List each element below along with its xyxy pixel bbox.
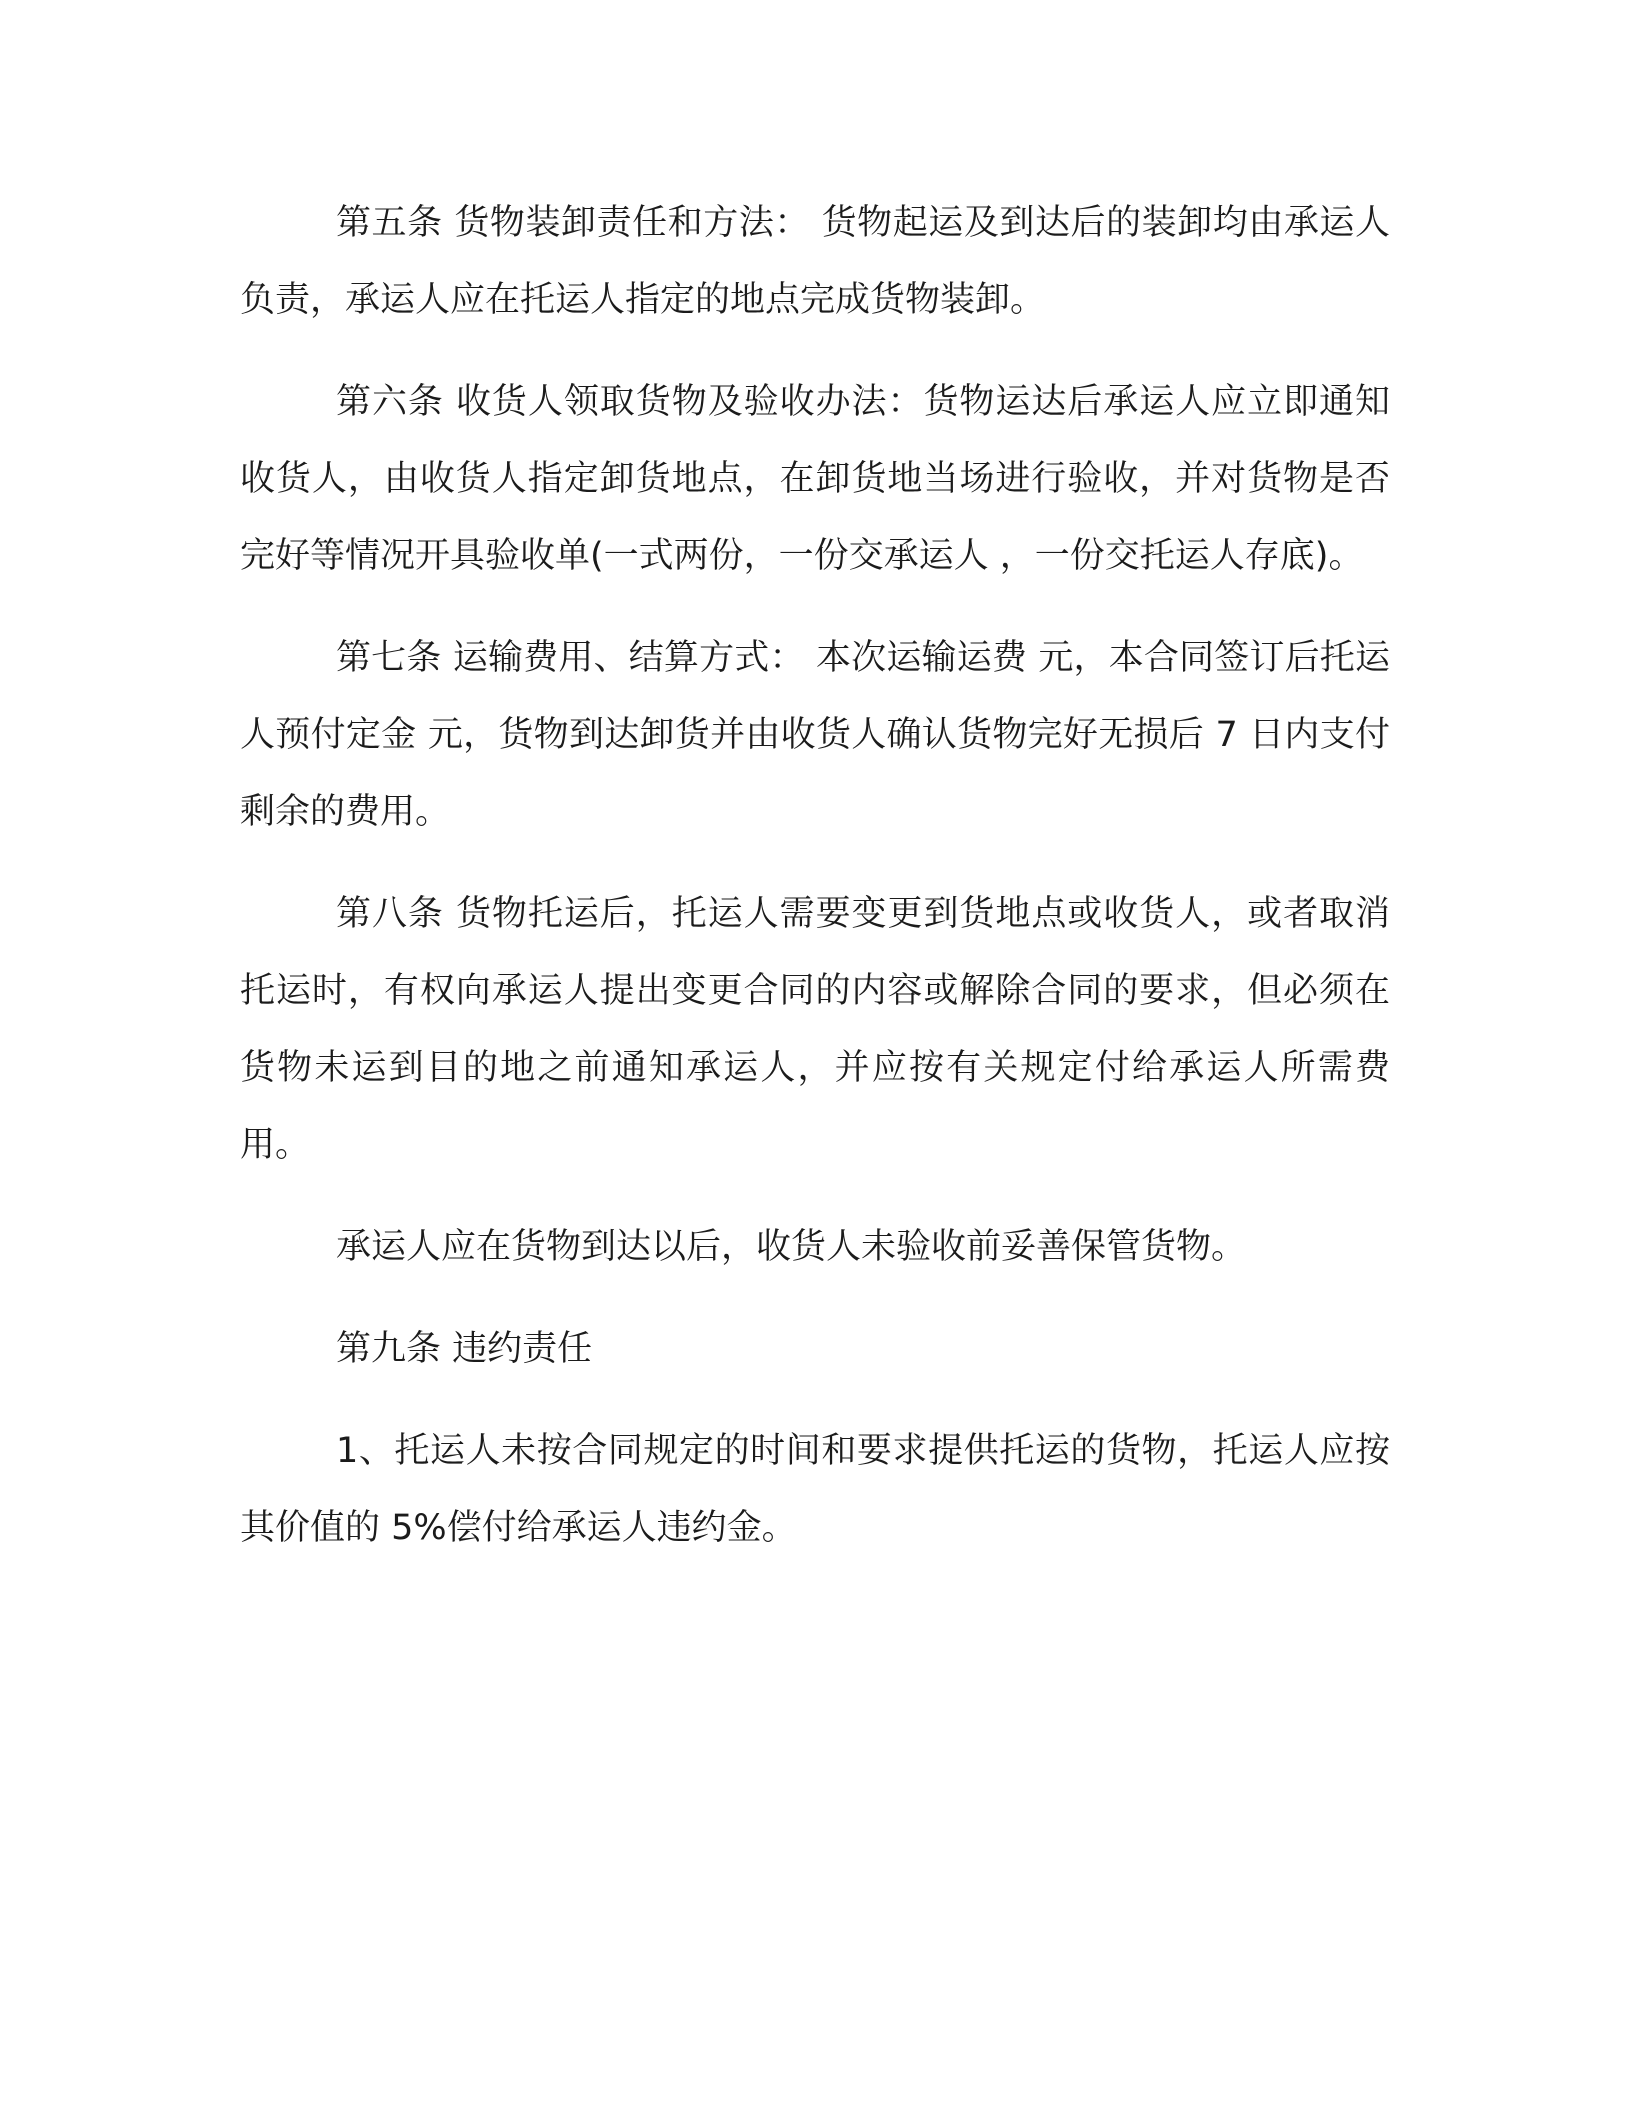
article-9-heading: 第九条 违约责任 (336, 1329, 593, 1369)
article-8-change-or-cancel: 第八条 货物托运后，托运人需要变更到货地点或收货人，或者取消托运时，有权向承运人提出变更合同的内容或解除合同的要求，但必须在货物未运到目的地之前通知承运人，并应按有关规定付给承运人所需费用。 (240, 894, 1390, 1165)
article-5-loading-responsibility: 第五条 货物装卸责任和方法： 货物起运及到达后的装卸均由承运人负责，承运人应在托运人指定的地点完成货物装卸。 (240, 203, 1390, 320)
contract-body (240, 185, 1390, 1592)
article-7-fees-and-settlement: 第七条 运输费用、结算方式： 本次运输运费 元，本合同签订后托运人预付定金 元，货物到达卸货并由收货人确认货物完好无损后 7 日内支付剩余的费用。 (240, 638, 1390, 832)
article-9-item-1: 1、托运人未按合同规定的时间和要求提供托运的货物，托运人应按其价值的 5%偿付给承运人违约金。 (240, 1431, 1390, 1548)
article-6-receipt-and-inspection: 第六条 收货人领取货物及验收办法：货物运达后承运人应立即通知收货人，由收货人指定卸货地点，在卸货地当场进行验收，并对货物是否完好等情况开具验收单(一式两份，一份交承运人 ，一份交托运人存底)。 (240, 382, 1390, 576)
carrier-custody-clause: 承运人应在货物到达以后，收货人未验收前妥善保管货物。 (336, 1227, 1247, 1267)
